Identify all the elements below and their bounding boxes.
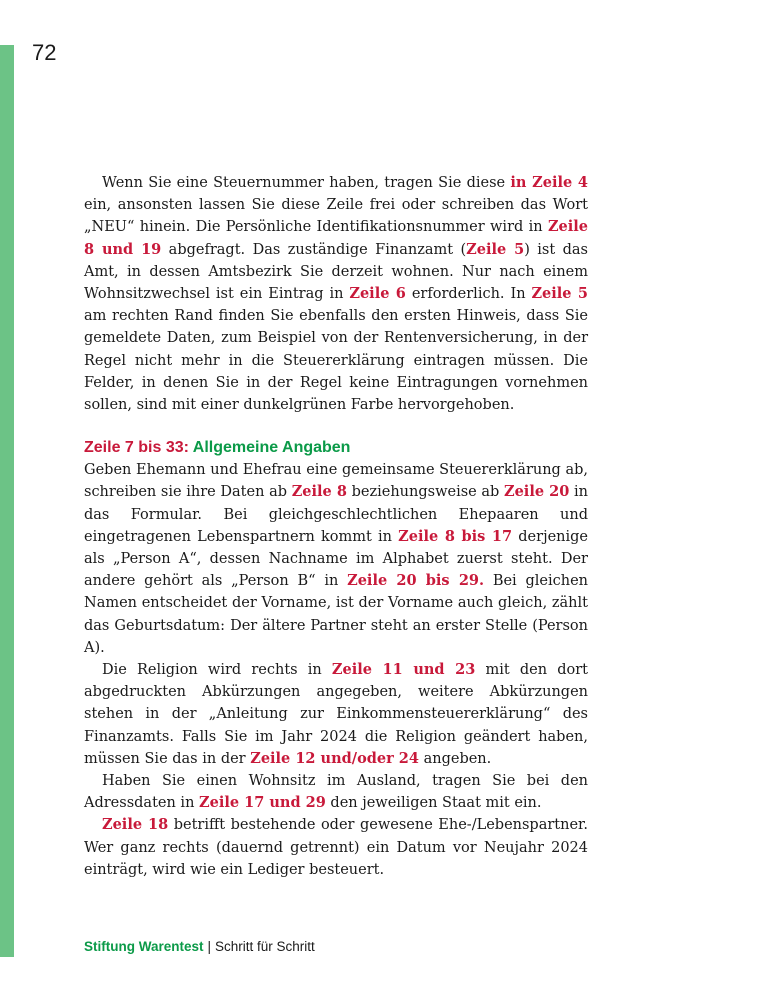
paragraph-religion bbox=[84, 659, 588, 770]
footer-series: Schritt für Schritt bbox=[215, 939, 315, 954]
line-reference: Zeile 8 bbox=[291, 483, 347, 501]
text: angeben. bbox=[418, 750, 492, 767]
text: Geben Ehemann und Ehefrau eine gemeinsame Steuererklärung ab, schreiben sie ihre Daten ab bbox=[84, 462, 588, 501]
text: in das Formular. Bei gleichgeschlechtlichen Ehepaaren und eingetragenen Lebenspartnern kommt in bbox=[84, 484, 588, 545]
line-reference: Zeile 5 bbox=[466, 240, 525, 258]
text: Wenn Sie eine Steuernummer haben, tragen Sie diese bbox=[102, 175, 511, 191]
line-reference: Zeile 20 bis 29. bbox=[347, 572, 485, 590]
paragraph-ehepaare bbox=[84, 459, 588, 659]
footer-brand: Stiftung Warentest bbox=[84, 939, 204, 954]
text: betrifft bestehende oder gewesene Ehe-/Lebenspartner. Wer ganz rechts (dauernd getrennt) ein Datum vor Neujahr 2024 einträgt, wird wie ein Lediger besteuert. bbox=[84, 817, 588, 878]
text: Haben Sie einen Wohnsitz im Ausland, tragen Sie bei den Adressdaten in bbox=[84, 773, 588, 812]
line-reference: Zeile 6 bbox=[349, 285, 406, 303]
text: am rechten Rand finden Sie ebenfalls den ersten Hinweis, dass Sie gemeldete Daten, zum Beispiel von der Rentenversicherung, in der Regel nicht mehr in die Steuererklärung eintragen müssen. Die Felder, in denen Sie in der Regel keine Eintragungen vornehmen sollen, sind mit einer dunkelgrünen Farbe hervorgehoben. bbox=[84, 308, 588, 414]
side-color-bar bbox=[0, 45, 14, 957]
paragraph-steuernummer bbox=[84, 172, 588, 416]
text: beziehungsweise ab bbox=[346, 484, 504, 501]
page-number: 72 bbox=[32, 40, 57, 65]
heading-line-range: Zeile 7 bis 33: bbox=[84, 439, 189, 457]
line-reference: Zeile 20 bbox=[504, 483, 570, 501]
text: mit den dort abgedruckten Abkürzungen angegeben, weitere Abkürzungen stehen in der „Anleitung zur Einkommensteuererklärung“ des Finanzamts. Falls Sie im Jahr 2024 die Religion geändert haben, müssen Sie das in der bbox=[84, 662, 588, 767]
text: abgefragt. Das zuständige Finanzamt ( bbox=[161, 241, 467, 258]
line-reference: Zeile 8 und 19 bbox=[84, 218, 588, 258]
paragraph-lebenspartner bbox=[84, 814, 588, 881]
text: ) ist das Amt, in dessen Amtsbezirk Sie derzeit wohnen. Nur nach einem Wohnsitzwechsel ist ein Eintrag in bbox=[84, 241, 588, 303]
line-reference: Zeile 11 und 23 bbox=[331, 661, 476, 679]
line-reference: Zeile 12 und/oder 24 bbox=[250, 749, 419, 767]
line-reference: in Zeile 4 bbox=[510, 174, 588, 191]
paragraph-ausland bbox=[84, 770, 588, 814]
heading-title: Allgemeine Angaben bbox=[192, 439, 351, 457]
text: Bei gleichen Namen entscheidet der Vorname, ist der Vorname auch gleich, zählt das Geburtsdatum: Der ältere Partner steht an erster Stelle (Person A). bbox=[84, 573, 588, 656]
text: Die Religion wird rechts in bbox=[102, 662, 332, 679]
line-reference: Zeile 17 und 29 bbox=[199, 794, 326, 812]
section-heading bbox=[84, 437, 588, 459]
text: ein, ansonsten lassen Sie diese Zeile frei oder schreiben das Wort „NEU“ hinein. Die Persönliche Identifikationsnummer wird in bbox=[84, 197, 588, 236]
line-reference: Zeile 18 bbox=[102, 816, 169, 834]
line-reference: Zeile 8 bis 17 bbox=[398, 527, 513, 545]
text: den jeweiligen Staat mit ein. bbox=[325, 795, 542, 812]
page-footer bbox=[84, 939, 315, 954]
line-reference: Zeile 5 bbox=[531, 285, 588, 303]
footer-separator: | bbox=[207, 939, 212, 954]
text: derjenige als „Person A“, dessen Nachname im Alphabet zuerst steht. Der andere gehört als „Person B“ in bbox=[84, 528, 588, 590]
text: erforderlich. In bbox=[405, 286, 532, 303]
main-content bbox=[84, 172, 588, 881]
